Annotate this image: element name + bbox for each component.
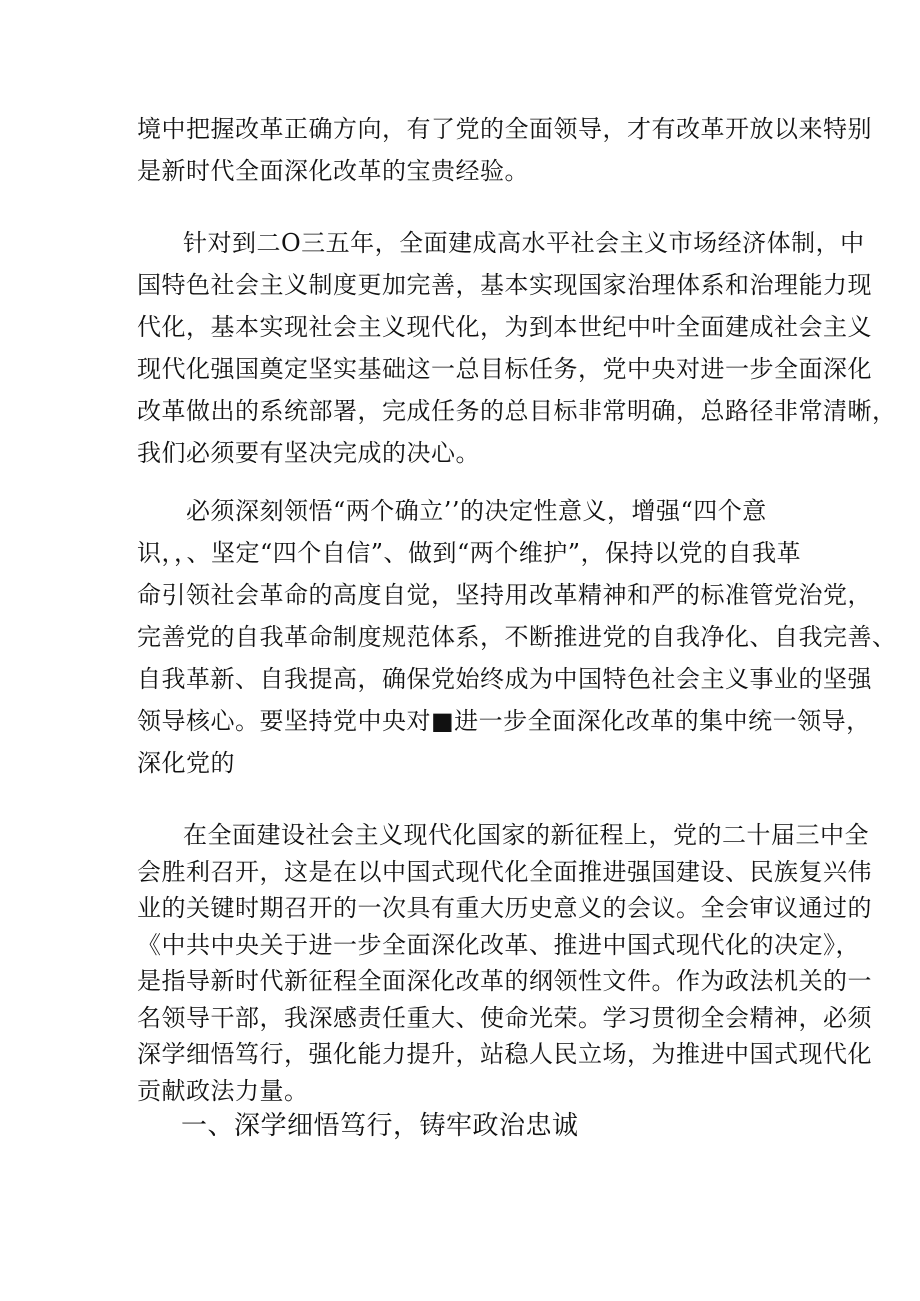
paragraph-line: 代化，基本实现社会主义现代化，为到本世纪中叶全面建成社会主义 — [137, 313, 872, 341]
paragraph-line: 境中把握改革正确方向，有了党的全面领导，才有改革开放以来特别 — [137, 115, 872, 143]
paragraph-line: 识，，、坚定“四个自信”、做到“两个维护”，保持以党的自我革 — [137, 539, 802, 567]
paragraph-line: 在全面建设社会主义现代化国家的新征程上，党的二十届三中全 — [183, 821, 869, 849]
paragraph-line: 完善党的自我革命制度规范体系，不断推进党的自我净化、自我完善、 — [137, 623, 897, 651]
paragraph-line: 贡献政法力量。 — [137, 1076, 309, 1105]
paragraph-line: 是指导新时代新征程全面深化改革的纲领性文件。作为政法机关的一 — [137, 967, 872, 995]
paragraph-line: 现代化强国奠定坚实基础这一总目标任务，党中央对进一步全面深化 — [137, 355, 872, 383]
paragraph-line: 命引领社会革命的高度自觉，坚持用改革精神和严的标准管党治党， — [137, 581, 872, 609]
paragraph-line: 是新时代全面深化改革的宝贵经验。 — [137, 157, 529, 185]
paragraph-line: 领导核心。要坚持党中央对■进一步全面深化改革的集中统一领导， — [137, 707, 871, 735]
paragraph-line: 自我革新、自我提高，确保党始终成为中国特色社会主义事业的坚强 — [137, 665, 872, 693]
paragraph-line: 必须深刻领悟“两个确立’’的决定性意义，增强“四个意 — [186, 497, 767, 525]
paragraph-line: 针对到二O三五年，全面建成高水平社会主义市场经济体制，中 — [183, 229, 865, 257]
paragraph-line: 深化党的 — [137, 749, 235, 777]
paragraph-line: 业的关键时期召开的一次具有重大历史意义的会议。全会审议通过的 — [137, 894, 872, 922]
paragraph-line: 改革做出的系统部署，完成任务的总目标非常明确，总路径非常清晰， — [137, 397, 897, 425]
paragraph-line: 深学细悟笃行，强化能力提升，站稳人民立场，为推进中国式现代化 — [137, 1040, 872, 1068]
paragraph-line: 国特色社会主义制度更加完善，基本实现国家治理体系和治理能力现 — [137, 271, 872, 299]
paragraph-line: 会胜利召开，这是在以中国式现代化全面推进强国建设、民族复兴伟 — [137, 857, 872, 886]
paragraph-line: 名领导干部，我深感责任重大、使命光荣。学习贯彻全会精神，必须 — [137, 1003, 872, 1032]
section-heading: 一、深学细悟笃行，铸牢政治忠诚 — [181, 1111, 579, 1141]
paragraph-line: 我们必须要有坚决完成的决心。 — [137, 439, 480, 467]
paragraph-line: 《中共中央关于进一步全面深化改革、推进中国式现代化的决定》， — [137, 930, 860, 959]
